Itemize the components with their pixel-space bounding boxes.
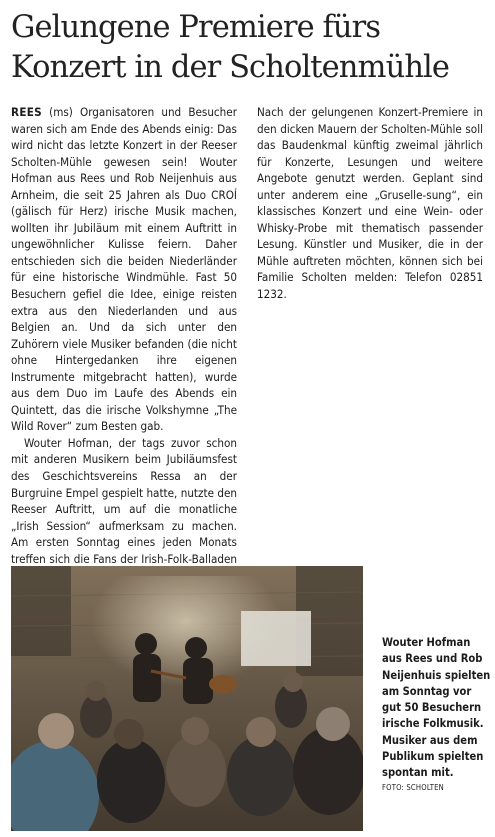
article-column-right [257, 104, 483, 303]
paragraph-1-text: (ms) Organisatoren und Besucher waren sich am Ende des Abends einig: Das wird nicht das letzte Konzert in der Reeser Scholten-Mühle gewesen sein! Wouter Hofman aus Rees und Rob Neijenhuis aus Arnheim, die seit 25 Jahren als Duo CROÍ (gälisch für Herz) irische Musik machen, wollten ihr Jubiläum mit einem Auftritt in ungewöhnlicher Kulisse feiern. Daher entschieden sich die beiden Niederländer für eine historische Windmühle. Fast 50 Besuchern gefiel die Idee, einige reisten extra aus den Niederlanden und aus Belgien an. Und da sich unter den Zuhörern viele Musiker befanden (die nicht ohne Hintergedanken ihre eigenen Instrumente mitgebracht hatten), wurde aus dem Duo im Laufe des Abends ein Quintett, das die irische Volkshymne „The Wild Rover“ zum Besten gab. [11, 105, 237, 434]
photo-caption [382, 635, 492, 793]
concert-photo [11, 566, 363, 831]
article-paragraph [257, 104, 483, 303]
paragraph-3-text: Nach der gelungenen Konzert-Premiere in den dicken Mauern der Scholten-Mühle soll das Baudenkmal künftig zweimal jährlich für Konzerte, Lesungen und weitere Angebote genutzt werden. Geplant sind unter anderem eine „Gruselle-sung“, ein klassisches Konzert und eine Wein- oder Whisky-Probe mit thematisch passender Lesung. Künstler und Musiker, die in der Mühle auftreten möchten, können sich bei Familie Scholten melden: Telefon 02851 1232. [257, 105, 483, 302]
caption-text: Wouter Hofman aus Rees und Rob Neijenhuis spielten am Sonntag vor gut 50 Besuchern irische Folkmusik. Musiker aus dem Publikum spielten spontan mit. [382, 636, 491, 780]
article-paragraph [11, 104, 237, 435]
paragraph-2-text: Wouter Hofman, der tags zuvor schon mit anderen Musikern beim Jubiläumsfest des Geschichtsvereins Ressa an der Burgruine Empel gespielt hatte, nutzte den Reeser Auftritt, um auf die monatliche „Irish Session“ aufmerksam zu machen. Am ersten Sonntag eines jeden Monats treffen sich die Fans der Irish-Folk-Balladen [11, 435, 237, 566]
dateline: REES [11, 105, 42, 119]
headline: Gelungene Premiere fürs Konzert in der Scholtenmühle [11, 10, 450, 85]
article-column-left [11, 104, 237, 634]
photo-credit: FOTO: SCHOLTEN [382, 782, 444, 792]
